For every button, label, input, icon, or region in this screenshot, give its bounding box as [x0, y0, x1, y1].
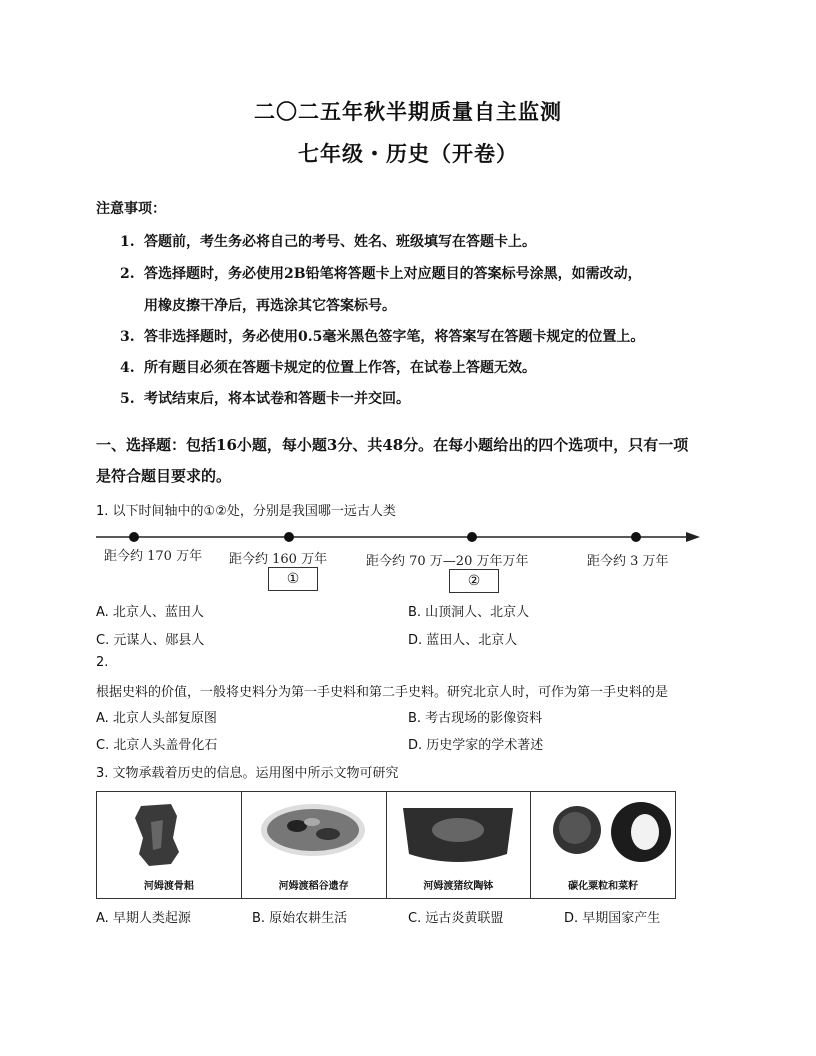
timeline-label: 距今约 160 万年: [229, 552, 328, 567]
exam-subtitle: 七年级・历史（开卷）: [298, 141, 518, 166]
rice-remains-image: [242, 792, 387, 898]
note-item: 4. 所有题目必须在答题卡规定的位置上作答，在试卷上答题无效。: [120, 360, 536, 376]
q2-option-d: D. 历史学家的学术著述: [408, 738, 544, 753]
note-item: 用橡皮擦干净后，再选涂其它答案标号。: [144, 298, 396, 314]
question-2-number: 2.: [96, 655, 109, 670]
question-1-stem: 1. 以下时间轴中的①②处，分别是我国哪一远古人类: [96, 504, 396, 519]
artifact-caption: 河姆渡猪纹陶钵: [423, 881, 494, 892]
q3-option-b: B. 原始农耕生活: [252, 911, 348, 926]
notes-heading: 注意事项：: [96, 201, 166, 217]
timeline-label: 距今约 70 万—20 万年万年: [366, 554, 529, 569]
section-heading-cont: 是符合题目要求的。: [96, 467, 232, 485]
question-3-stem: 3. 文物承载着历史的信息。运用图中所示文物可研究: [96, 766, 399, 781]
timeline-point: [284, 532, 294, 542]
artifact-caption: 碳化粟粒和菜籽: [568, 881, 639, 892]
note-item: 2. 答选择题时，务必使用2B铅笔将答题卡上对应题目的答案标号涂黑，如需改动，: [120, 266, 642, 282]
note-item: 3. 答非选择题时，务必使用0.5毫米黑色签字笔，将答案写在答题卡规定的位置上。: [120, 329, 645, 345]
bone-spade-image: [97, 792, 242, 898]
q2-option-a: A. 北京人头部复原图: [96, 711, 217, 726]
artifact-image-strip: [96, 791, 676, 899]
q3-option-a: A. 早期人类起源: [96, 911, 191, 926]
q1-option-c: C. 元谋人、郧县人: [96, 633, 205, 648]
timeline-label: 距今约 3 万年: [587, 554, 669, 569]
q1-option-a: A. 北京人、蓝田人: [96, 605, 204, 620]
note-item: 5. 考试结束后，将本试卷和答题卡一并交回。: [120, 391, 410, 407]
timeline-box-2: ②: [449, 569, 499, 593]
artifact-caption: 河姆渡稻谷遗存: [278, 881, 349, 892]
q3-option-d: D. 早期国家产生: [564, 911, 661, 926]
q2-option-b: B. 考古现场的影像资料: [408, 711, 543, 726]
timeline-label: 距今约 170 万年: [104, 549, 203, 564]
question-2-stem: 根据史料的价值，一般将史料分为第一手史料和第二手史料。研究北京人时，可作为第一手史料的是: [96, 685, 669, 700]
q2-option-c: C. 北京人头盖骨化石: [96, 738, 218, 753]
section-heading: 一、选择题：包括16小题，每小题3分、共48分。在每小题给出的四个选项中，只有一项: [96, 436, 689, 454]
millet-seeds-image: [531, 792, 675, 898]
timeline-arrow-icon: [686, 532, 700, 542]
q1-option-b: B. 山顶洞人、北京人: [408, 605, 530, 620]
exam-title: 二〇二五年秋半期质量自主监测: [254, 99, 562, 124]
pig-pottery-image: [387, 792, 532, 898]
q3-option-c: C. 远古炎黄联盟: [408, 911, 504, 926]
timeline-point: [467, 532, 477, 542]
timeline-point: [129, 532, 139, 542]
note-item: 1. 答题前，考生务必将自己的考号、姓名、班级填写在答题卡上。: [120, 234, 536, 250]
timeline-point: [631, 532, 641, 542]
timeline-box-1: ①: [268, 567, 318, 591]
artifact-caption: 河姆渡骨耜: [143, 881, 194, 892]
q1-option-d: D. 蓝田人、北京人: [408, 633, 518, 648]
